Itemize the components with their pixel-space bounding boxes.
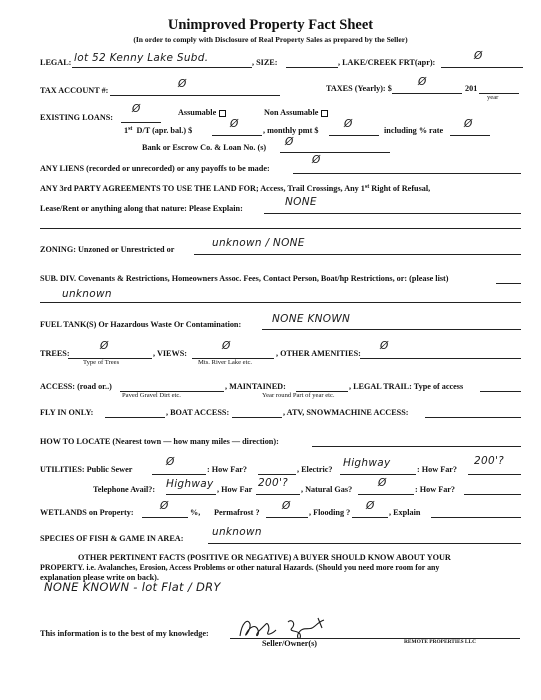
rate-label: including % rate: [384, 126, 444, 135]
tax-account-line: [110, 95, 280, 96]
access-caption: Paved Gravel Dirt etc.: [122, 392, 181, 399]
howfar3-label: , How Far: [217, 485, 253, 494]
bank-line: [280, 152, 390, 153]
trees-caption: Type of Trees: [83, 359, 120, 366]
non-assumable-label: Non Assumable: [264, 108, 319, 117]
howfar3-value: 200'?: [258, 477, 289, 489]
wetlands-value: Ø: [160, 500, 169, 512]
loans-label: EXISTING LOANS:: [40, 113, 114, 122]
species-value: unknown: [212, 526, 262, 538]
fuel-label: FUEL TANK(S) Or Hazardous Waste Or Contamination:: [40, 320, 242, 329]
views-label: , VIEWS:: [153, 349, 187, 358]
fuel-line: [262, 329, 521, 330]
first-number: 1: [124, 126, 129, 135]
third-party-extra-line: [40, 228, 521, 229]
taxes-label: TAXES (Yearly): $: [326, 84, 392, 93]
pertinent-line2: PROPERTY. i.e. Avalanches, Erosion, Access Problems or other natural Hazards. (Should you need more room for any: [40, 563, 440, 572]
tax-year-prefix: 201: [465, 84, 478, 93]
third-party-sup: st: [364, 184, 370, 190]
rate-value: Ø: [464, 118, 473, 130]
amenities-line: [360, 358, 521, 359]
maintained-label: , MAINTAINED:: [225, 382, 286, 391]
explain-label: , Explain: [389, 508, 421, 517]
non-assumable-option[interactable]: [264, 108, 328, 117]
liens-label: ANY LIENS (recorded or unrecorded) or any payoffs to be made:: [40, 164, 270, 173]
lake-frontage-value: Ø: [474, 50, 483, 62]
wetlands-line: [142, 517, 188, 518]
explain-line: [431, 517, 521, 518]
legal-value: lot 52 Kenny Lake Subd.: [74, 52, 209, 64]
permafrost-value: Ø: [282, 500, 291, 512]
utilities-label: UTILITIES: Public Sewer: [40, 465, 133, 474]
tax-year-caption: year: [487, 94, 499, 101]
views-value: Ø: [222, 340, 231, 352]
phone-line: [166, 494, 216, 495]
rate-line: [450, 135, 490, 136]
howfar2-label: : How Far?: [417, 465, 458, 474]
dt-value: Ø: [230, 118, 239, 130]
non-assumable-checkbox[interactable]: [321, 110, 328, 117]
subdiv-line-a: [496, 283, 521, 284]
trees-label: TREES:: [40, 349, 70, 358]
legal-trail-label: , LEGAL TRAIL: Type of access: [349, 382, 464, 391]
third-party-line1: ANY 3rd PARTY AGREEMENTS TO USE THE LAND FOR; Access, Trail Crossings, Any 1: [40, 184, 365, 193]
flooding-label: , Flooding ?: [309, 508, 351, 517]
maintained-caption: Year round Part of year etc.: [262, 392, 335, 399]
electric-label: , Electric?: [297, 465, 333, 474]
sewer-value: Ø: [166, 456, 175, 468]
boat-label: , BOAT ACCESS:: [166, 408, 230, 417]
trees-value: Ø: [100, 340, 109, 352]
howfar1-label: : How Far?: [207, 465, 248, 474]
dt-line: [212, 135, 262, 136]
assumable-label: Assumable: [178, 108, 217, 117]
tax-account-label: TAX ACCOUNT #:: [40, 86, 109, 95]
locate-line: [312, 446, 521, 447]
third-party-value: NONE: [285, 196, 317, 208]
lake-frontage-line: [441, 67, 523, 68]
species-label: SPECIES OF FISH & GAME IN AREA:: [40, 534, 184, 543]
legal-trail-line: [480, 391, 521, 392]
first-dt-label: [124, 126, 192, 135]
bank-value: Ø: [285, 136, 294, 148]
first-suffix: st: [128, 126, 133, 132]
legal-line: [72, 67, 252, 68]
species-line: [208, 543, 521, 544]
subdiv-label: SUB. DIV. Covenants & Restrictions, Homeowners Assoc. Fees, Contact Person, Boat/hp Restrictions, or: (please list): [40, 274, 449, 283]
gas-label: , Natural Gas?: [301, 485, 353, 494]
electric-value: Highway: [343, 457, 391, 469]
permafrost-line: [266, 517, 308, 518]
gas-value: Ø: [378, 477, 387, 489]
flooding-value: Ø: [366, 500, 375, 512]
amenities-label: , OTHER AMENITIES:: [276, 349, 361, 358]
size-line: [286, 67, 338, 68]
atv-label: , ATV, SNOWMACHINE ACCESS:: [283, 408, 409, 417]
fly-line: [105, 417, 165, 418]
boat-line: [232, 417, 282, 418]
pertinent-line3: explanation please write on back).: [40, 573, 159, 582]
footer-label: This information is to the best of my knowledge:: [40, 629, 209, 638]
third-party-line1-end: Right of Refusal,: [369, 184, 431, 193]
flooding-line: [352, 517, 388, 518]
zoning-label: ZONING: Unzoned or Unrestricted or: [40, 245, 175, 254]
third-party-label: [40, 184, 430, 193]
fly-label: FLY IN ONLY:: [40, 408, 94, 417]
third-party-line: [264, 213, 521, 214]
howfar2-line: [468, 474, 521, 475]
pertinent-heading: OTHER PERTINENT FACTS (POSITIVE OR NEGATIVE) A BUYER SHOULD KNOW ABOUT YOUR: [78, 553, 451, 562]
dt-label: D/T (apr. bal.) $: [136, 126, 193, 135]
howfar4-label: : How Far?: [415, 485, 456, 494]
permafrost-label: Permafrost ?: [214, 508, 260, 517]
company-name: REMOTE PROPERTIES LLC: [404, 639, 476, 645]
howfar2-value: 200'?: [474, 455, 505, 467]
howfar3-line: [256, 494, 300, 495]
bank-label: Bank or Escrow Co. & Loan No. (s): [142, 143, 267, 152]
monthly-label: , monthly pmt $: [263, 126, 319, 135]
atv-line: [425, 417, 521, 418]
page-title: Unimproved Property Fact Sheet: [167, 17, 374, 33]
loans-value: Ø: [132, 103, 141, 115]
monthly-line: [329, 135, 379, 136]
subdiv-line: [40, 302, 521, 303]
size-label: , SIZE:: [252, 58, 278, 67]
page-subtitle: (In order to comply with Disclosure of Real Property Sales as prepared by the Seller): [133, 35, 408, 44]
gas-line: [358, 494, 414, 495]
seller-owner-caption: Seller/Owner(s): [262, 639, 318, 648]
amenities-value: Ø: [380, 340, 389, 352]
liens-value: Ø: [312, 154, 321, 166]
monthly-value: Ø: [344, 118, 353, 130]
locate-label: HOW TO LOCATE (Nearest town — how many miles — direction):: [40, 437, 279, 446]
electric-line: [340, 474, 416, 475]
loans-line: [121, 122, 161, 123]
third-party-line2: Lease/Rent or anything along that nature: Please Explain:: [40, 204, 243, 213]
assumable-option[interactable]: [178, 108, 226, 117]
taxes-line: [392, 93, 462, 94]
sewer-line: [152, 474, 206, 475]
subdiv-value: unknown: [62, 288, 112, 300]
taxes-value: Ø: [418, 76, 427, 88]
phone-label: Telephone Avail?:: [93, 485, 156, 494]
fuel-value: NONE KNOWN: [272, 313, 351, 325]
zoning-line: [194, 254, 521, 255]
wetlands-label: WETLANDS on Property:: [40, 508, 134, 517]
tax-account-value: Ø: [178, 78, 187, 90]
zoning-value: unknown / NONE: [212, 237, 305, 249]
phone-value: Highway: [166, 478, 214, 490]
tax-year-line: [479, 93, 519, 94]
legal-label: LEGAL:: [40, 58, 72, 67]
views-caption: Mts. River Lake etc.: [198, 359, 253, 366]
liens-line: [293, 173, 521, 174]
howfar1-line: [258, 474, 296, 475]
lake-frontage-label: , LAKE/CREEK FRT(apr):: [338, 58, 436, 67]
pertinent-value: NONE KNOWN - lot Flat / DRY: [44, 580, 221, 594]
wetlands-pct: %,: [190, 508, 201, 517]
assumable-checkbox[interactable]: [219, 110, 226, 117]
access-label: ACCESS: (road or..): [40, 382, 112, 391]
howfar4-line: [464, 494, 521, 495]
